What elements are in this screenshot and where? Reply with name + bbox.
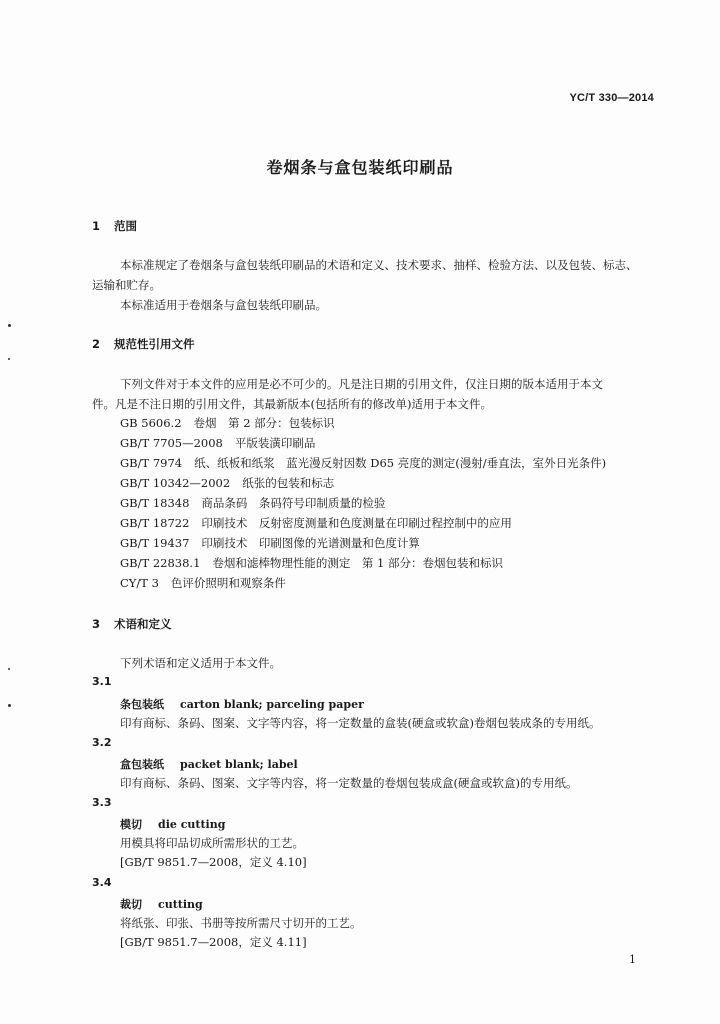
clause-number: 3.2 — [92, 736, 112, 749]
reference-item — [120, 475, 334, 491]
reference-title: 商品条码 条码符号印制质量的检验 — [201, 496, 386, 510]
reference-title: 印刷技术 印刷图像的光谱测量和色度计算 — [201, 536, 420, 550]
reference-code: GB/T 19437 — [120, 536, 190, 550]
term-en: packet blank; label — [180, 758, 298, 771]
term-definition: 将纸张、印张、书册等按所需尺寸切开的工艺。 — [120, 916, 362, 930]
term-en: cutting — [158, 898, 203, 911]
scope-para1-line2: 运输和贮存。 — [92, 278, 161, 292]
section-title: 规范性引用文件 — [114, 337, 195, 351]
scan-speck — [8, 324, 11, 327]
section-1-heading — [92, 218, 137, 234]
reference-code: GB/T 10342—2002 — [120, 476, 231, 490]
term-source: [GB/T 9851.7—2008，定义 4.11] — [120, 935, 307, 949]
refs-intro-line1: 下列文件对于本文件的应用是必不可少的。凡是注日期的引用文件，仅注日期的版本适用于本文 — [120, 377, 603, 391]
section-number: 2 — [92, 337, 101, 351]
term-heading — [120, 896, 203, 912]
reference-code: GB 5606.2 — [120, 416, 182, 430]
reference-code: GB/T 18722 — [120, 516, 190, 530]
section-3-heading — [92, 616, 172, 632]
reference-item — [120, 495, 385, 511]
reference-item — [120, 535, 420, 551]
reference-title: 印刷技术 反射密度测量和色度测量在印刷过程控制中的应用 — [201, 516, 512, 530]
terms-intro: 下列术语和定义适用于本文件。 — [120, 656, 281, 670]
term-zh: 条包装纸 — [120, 698, 164, 711]
section-title: 术语和定义 — [114, 617, 172, 631]
term-definition: 用模具将印品切成所需形状的工艺。 — [120, 836, 304, 850]
section-2-heading — [92, 336, 195, 352]
reference-title: 平版装潢印刷品 — [234, 436, 316, 450]
term-zh: 盒包装纸 — [120, 758, 164, 771]
section-title: 范围 — [114, 219, 137, 233]
reference-item — [120, 455, 606, 471]
reference-code: GB/T 18348 — [120, 496, 190, 510]
reference-title: 纸、纸板和纸浆 蓝光漫反射因数 D65 亮度的测定(漫射/垂直法，室外日光条件) — [194, 456, 607, 470]
term-zh: 模切 — [120, 818, 142, 831]
page-number: 1 — [629, 953, 636, 966]
scope-para2: 本标准适用于卷烟条与盒包装纸印刷品。 — [120, 298, 327, 312]
clause-number: 3.1 — [92, 675, 112, 688]
scan-speck — [8, 358, 10, 360]
reference-item — [120, 575, 286, 591]
scan-speck — [8, 704, 11, 707]
term-zh: 裁切 — [120, 898, 142, 911]
reference-code: GB/T 7974 — [120, 456, 183, 470]
scope-para1-line1: 本标准规定了卷烟条与盒包装纸印刷品的术语和定义、技术要求、抽样、检验方法、以及包装、标志、 — [120, 258, 638, 272]
document-title: 卷烟条与盒包装纸印刷品 — [266, 158, 454, 177]
reference-item — [120, 515, 512, 531]
term-heading — [120, 816, 225, 832]
clause-number: 3.4 — [92, 876, 112, 889]
scan-speck — [8, 668, 10, 670]
reference-code: GB/T 22838.1 — [120, 556, 201, 570]
reference-title: 色评价照明和观察条件 — [170, 576, 286, 590]
section-number: 1 — [92, 219, 101, 233]
reference-item — [120, 415, 335, 431]
refs-intro-line2: 件。凡是不注日期的引用文件，其最新版本(包括所有的修改单)适用于本文件。 — [92, 397, 492, 411]
reference-code: CY/T 3 — [120, 576, 159, 590]
reference-title: 卷烟和滤棒物理性能的测定 第 1 部分：卷烟包装和标识 — [212, 556, 504, 570]
reference-title: 卷烟 第 2 部分：包装标识 — [193, 416, 335, 430]
reference-code: GB/T 7705—2008 — [120, 436, 223, 450]
term-source: [GB/T 9851.7—2008，定义 4.10] — [120, 855, 307, 869]
term-heading — [120, 756, 298, 772]
term-definition: 印有商标、条码、图案、文字等内容，将一定数量的卷烟包装成盒(硬盒或软盒)的专用纸。 — [120, 776, 578, 790]
reference-title: 纸张的包装和标志 — [242, 476, 335, 490]
section-number: 3 — [92, 617, 101, 631]
standard-code: YC/T 330—2014 — [569, 92, 654, 104]
term-en: die cutting — [158, 818, 226, 831]
term-en: carton blank; parceling paper — [180, 698, 364, 711]
clause-number: 3.3 — [92, 796, 112, 809]
reference-item — [120, 435, 315, 451]
term-definition: 印有商标、条码、图案、文字等内容，将一定数量的盒装(硬盒或软盒)卷烟包装成条的专用纸。 — [120, 716, 601, 730]
reference-item — [120, 555, 503, 571]
term-heading — [120, 696, 364, 712]
